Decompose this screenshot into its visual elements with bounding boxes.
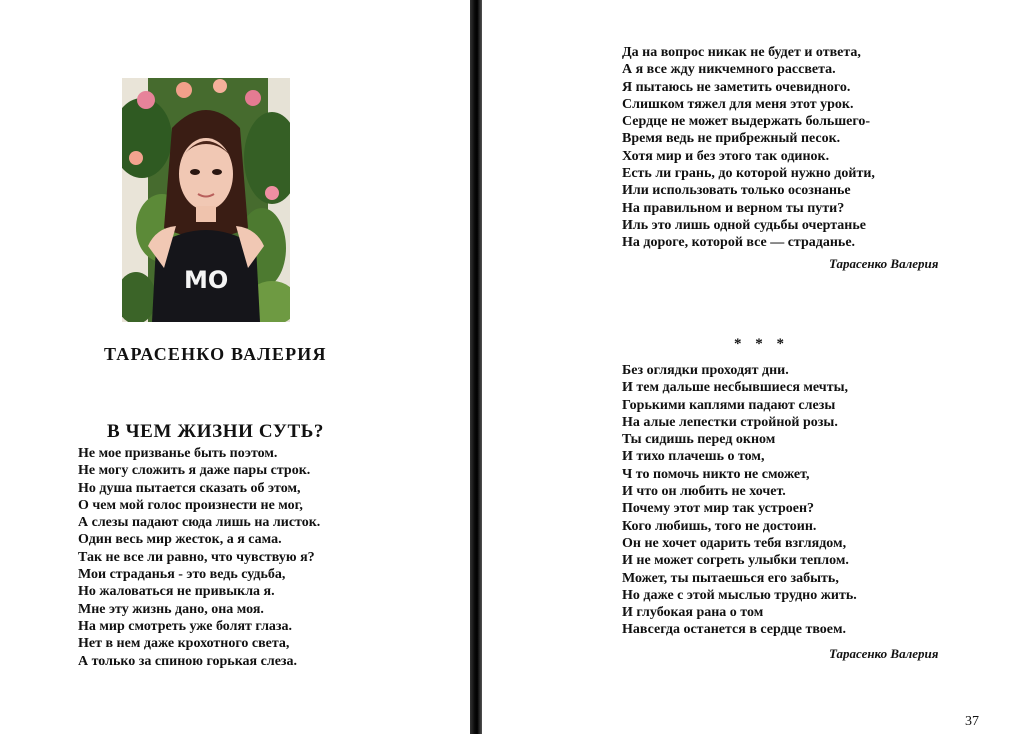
poem-line: Хотя мир и без этого так одинок. bbox=[622, 148, 830, 164]
poem-line: Но душа пытается сказать об этом, bbox=[78, 480, 301, 496]
poem-line: Так не все ли равно, что чувствую я? bbox=[78, 549, 315, 565]
poem-line: Не могу сложить я даже пары строк. bbox=[78, 463, 311, 479]
poem-line: О чем мой голос произнести не мог, bbox=[78, 497, 303, 513]
poem-line: Один весь мир жесток, а я сама. bbox=[78, 532, 282, 548]
poem-line: Почему этот мир так устроен? bbox=[622, 501, 815, 517]
page-number: 37 bbox=[965, 714, 979, 729]
poem-line: Ч то помочь никто не сможет, bbox=[622, 466, 810, 482]
poem-line: Не мое призванье быть поэтом. bbox=[78, 446, 278, 461]
poem-line: И не может согреть улыбки теплом. bbox=[622, 553, 849, 569]
poem-line: А только за спиною горькая слеза. bbox=[78, 653, 298, 669]
poem-line: Может, ты пытаешься его забыть, bbox=[622, 570, 839, 586]
poem-lines bbox=[78, 445, 320, 670]
poem-line: Сердце не может выдержать большего- bbox=[622, 114, 871, 130]
poem-line: Кого любишь, того не достоин. bbox=[622, 518, 817, 534]
poem-lines bbox=[622, 362, 857, 639]
poem-line: Есть ли грань, до которой нужно дойти, bbox=[622, 166, 875, 182]
poem-line: Он не хочет одарить тебя взглядом, bbox=[622, 535, 847, 551]
poem-line: Время ведь не прибрежный песок. bbox=[622, 131, 841, 147]
poem-line: На алые лепестки стройной розы. bbox=[622, 414, 838, 430]
poem-line: Мои страданья - это ведь судьба, bbox=[78, 567, 286, 583]
poem-line: Нет в нем даже крохотного света, bbox=[78, 636, 290, 652]
poem-line: На дороге, которой все — страданье. bbox=[622, 235, 856, 251]
poem-line: И что он любить не хочет. bbox=[622, 484, 786, 500]
poem-title: В ЧЕМ ЖИЗНИ СУТЬ? bbox=[107, 421, 324, 442]
left-page bbox=[0, 0, 470, 734]
poem-line: Иль это лишь одной судьбы очертанье bbox=[622, 217, 866, 233]
poem-line: Мне эту жизнь дано, она моя. bbox=[78, 601, 264, 617]
author-name: ТАРАСЕНКО ВАЛЕРИЯ bbox=[104, 344, 327, 364]
poem-line: А я все жду никчемного рассвета. bbox=[622, 62, 836, 78]
poem-line: Но даже с этой мыслью трудно жить. bbox=[622, 587, 857, 603]
poem-line: И тем дальше несбывшиеся мечты, bbox=[622, 380, 849, 396]
poem-line: На правильном и верном ты пути? bbox=[622, 200, 845, 216]
poem-line: И тихо плачешь о том, bbox=[622, 449, 765, 465]
continuation-lines bbox=[622, 44, 875, 252]
book-spine bbox=[470, 0, 482, 734]
signature: Тарасенко Валерия bbox=[829, 256, 939, 271]
poem-line: Без оглядки проходят дни. bbox=[622, 363, 789, 378]
section-separator: * * * bbox=[734, 336, 789, 352]
poem-line: И глубокая рана о том bbox=[622, 605, 764, 621]
poem-line: Да на вопрос никак не будет и ответа, bbox=[622, 45, 861, 60]
poem-line: Но жаловаться не привыкла я. bbox=[78, 584, 275, 600]
poem-line: Ты сидишь перед окном bbox=[622, 432, 776, 448]
poem-line: А слезы падают сюда лишь на листок. bbox=[78, 515, 321, 531]
right-page bbox=[482, 0, 1024, 734]
svg-text:MO: MO bbox=[184, 266, 229, 294]
poem-line: Горькими каплями падают слезы bbox=[622, 397, 836, 413]
signature: Тарасенко Валерия bbox=[829, 646, 939, 661]
author-photo bbox=[122, 78, 290, 322]
poem-line: Или использовать только осознанье bbox=[622, 183, 851, 199]
poem-line: На мир смотреть уже болят глаза. bbox=[78, 618, 293, 634]
poem-line: Я пытаюсь не заметить очевидного. bbox=[622, 79, 851, 95]
poem-line: Навсегда останется в сердце твоем. bbox=[622, 622, 847, 638]
poem-line: Слишком тяжел для меня этот урок. bbox=[622, 96, 854, 112]
